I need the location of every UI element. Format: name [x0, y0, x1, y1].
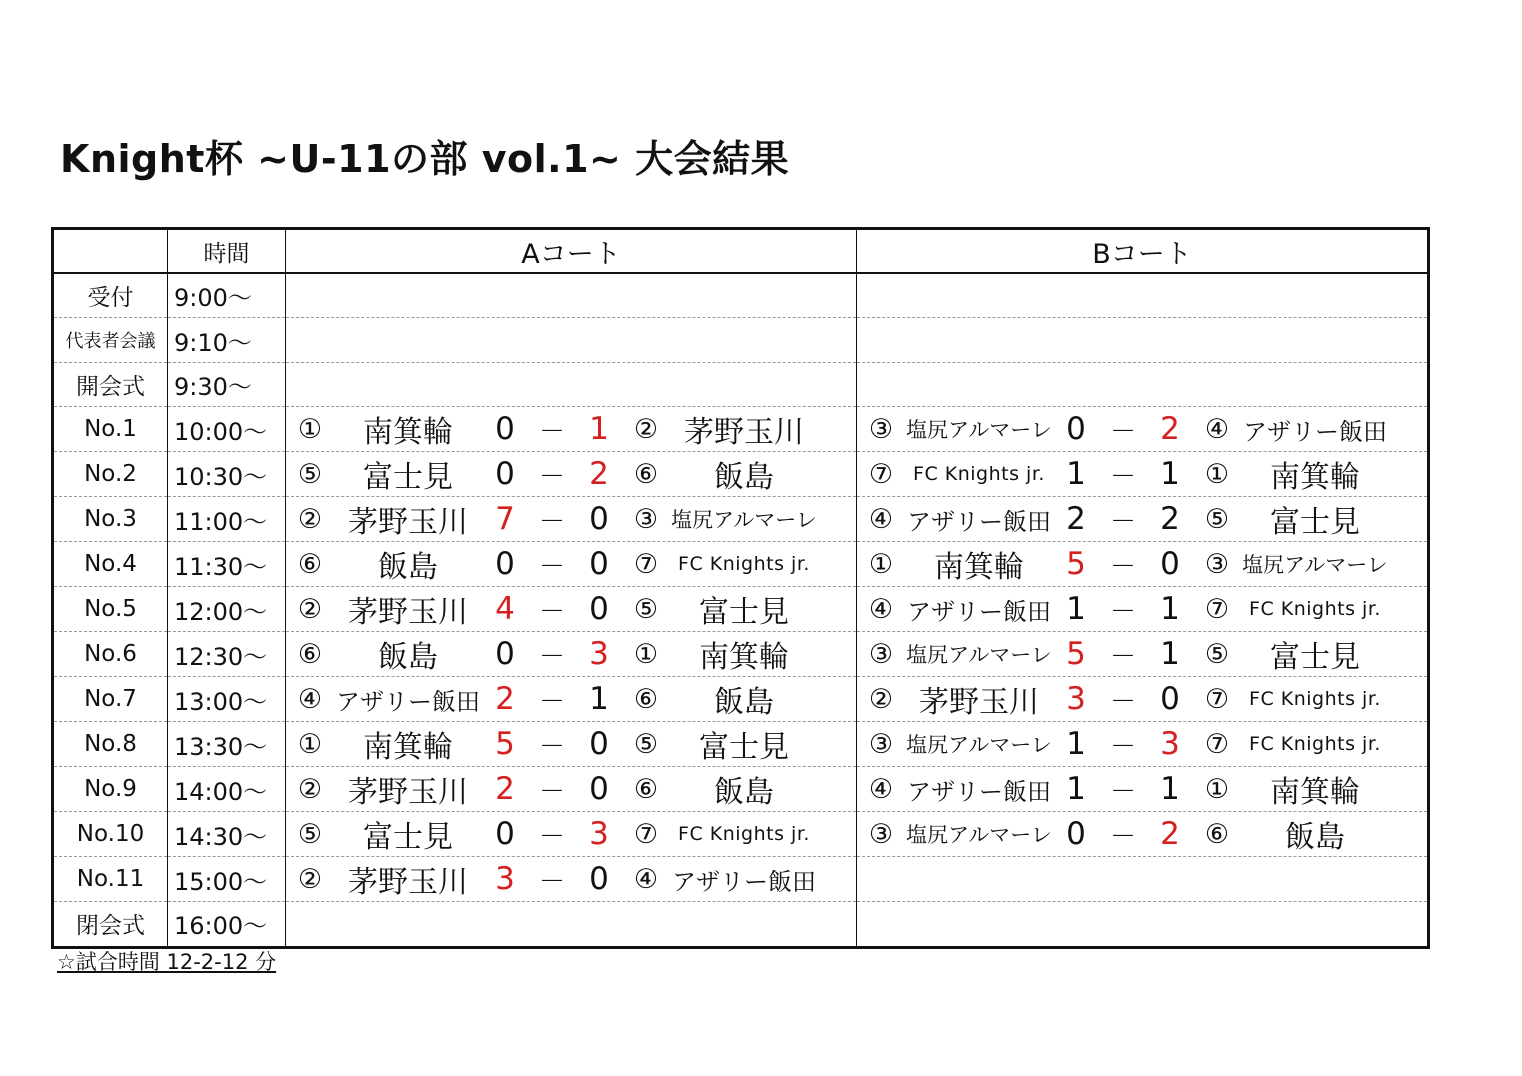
away-team-number: ⑤	[633, 593, 659, 625]
match	[857, 812, 1427, 856]
match	[286, 587, 856, 631]
match	[286, 677, 856, 721]
home-team-name: 塩尻アルマーレ	[906, 823, 1052, 848]
score-dash: －	[1109, 686, 1136, 717]
away-team-number: ⑥	[1204, 818, 1230, 850]
match	[857, 722, 1427, 766]
match-time: 11:30～	[168, 542, 286, 587]
home-score: 0	[495, 411, 515, 448]
away-team-number: ②	[633, 413, 659, 445]
event-row	[53, 318, 1429, 362]
score-dash: －	[538, 416, 565, 447]
match-time: 15:00～	[168, 857, 286, 902]
match-row	[53, 767, 1429, 812]
away-score: 1	[1160, 591, 1180, 628]
away-team-number: ⑤	[1204, 638, 1230, 670]
score-dash: －	[1109, 506, 1136, 537]
match-time: 10:00～	[168, 407, 286, 452]
away-team-name: アザリー飯田	[672, 867, 816, 896]
court-a-cell	[286, 452, 857, 497]
event-label: 代表者会議	[53, 318, 168, 362]
away-team-name: FC Knights jr.	[678, 823, 810, 846]
event-time: 9:00～	[168, 273, 286, 318]
court-a-cell	[286, 542, 857, 587]
home-score: 5	[1066, 546, 1086, 583]
score-dash: －	[538, 776, 565, 807]
home-team-number: ③	[868, 413, 894, 445]
match-time: 12:00～	[168, 587, 286, 632]
away-team-name: 富士見	[699, 730, 789, 766]
home-team-number: ②	[297, 773, 323, 805]
footnote: ☆試合時間 12-2-12 分	[57, 950, 277, 974]
court-b-cell	[857, 362, 1429, 406]
away-team-name: FC Knights jr.	[1249, 688, 1381, 711]
away-team-name: 南箕輪	[1270, 775, 1360, 811]
away-team-number: ⑥	[633, 773, 659, 805]
home-team-name: 飯島	[378, 550, 438, 586]
away-score: 3	[589, 816, 609, 853]
home-score: 2	[495, 681, 515, 718]
match-number: No.2	[53, 452, 168, 497]
home-team-number: ⑥	[297, 548, 323, 580]
court-a-cell	[286, 587, 857, 632]
match-time: 12:30～	[168, 632, 286, 677]
match	[857, 407, 1427, 451]
court-a-cell	[286, 857, 857, 902]
home-score: 0	[495, 636, 515, 673]
score-dash: －	[538, 866, 565, 897]
score-dash: －	[538, 551, 565, 582]
away-score: 1	[1160, 771, 1180, 808]
court-b-cell	[857, 542, 1429, 587]
away-score: 2	[1160, 411, 1180, 448]
court-b-cell	[857, 318, 1429, 362]
match-time: 10:30～	[168, 452, 286, 497]
home-team-number: ①	[297, 728, 323, 760]
match-number: No.8	[53, 722, 168, 767]
away-score: 0	[589, 591, 609, 628]
match-number: No.5	[53, 587, 168, 632]
home-team-number: ③	[868, 638, 894, 670]
court-b-cell	[857, 722, 1429, 767]
home-team-name: 飯島	[378, 640, 438, 676]
score-dash: －	[538, 686, 565, 717]
match	[286, 542, 856, 586]
away-team-name: 飯島	[1285, 820, 1345, 856]
header-court-b: Bコート	[857, 229, 1429, 274]
away-score: 0	[589, 726, 609, 763]
home-score: 5	[1066, 636, 1086, 673]
match	[857, 632, 1427, 676]
home-team-name: 富士見	[363, 460, 453, 496]
away-score: 2	[1160, 501, 1180, 538]
event-label: 受付	[53, 273, 168, 318]
match-row	[53, 587, 1429, 632]
match	[857, 497, 1427, 541]
home-team-number: ②	[868, 683, 894, 715]
home-score: 0	[1066, 816, 1086, 853]
match-time: 14:00～	[168, 767, 286, 812]
match	[286, 632, 856, 676]
away-team-number: ⑥	[633, 458, 659, 490]
match-number: No.7	[53, 677, 168, 722]
score-dash: －	[1109, 596, 1136, 627]
home-team-name: 塩尻アルマーレ	[906, 643, 1052, 668]
match	[286, 857, 856, 901]
court-a-cell	[286, 902, 857, 947]
home-team-number: ④	[868, 503, 894, 535]
match-number: No.6	[53, 632, 168, 677]
away-score: 2	[589, 456, 609, 493]
match-row	[53, 677, 1429, 722]
match-row	[53, 407, 1429, 452]
match-row	[53, 812, 1429, 857]
away-team-number: ⑥	[633, 683, 659, 715]
event-row	[53, 273, 1429, 318]
home-team-name: アザリー飯田	[336, 687, 480, 716]
away-team-name: 飯島	[714, 775, 774, 811]
away-team-name: 飯島	[714, 685, 774, 721]
home-team-name: 茅野玉川	[348, 595, 468, 631]
court-b-cell	[857, 812, 1429, 857]
away-score: 1	[589, 411, 609, 448]
match	[857, 767, 1427, 811]
home-score: 1	[1066, 591, 1086, 628]
match	[286, 407, 856, 451]
score-dash: －	[1109, 551, 1136, 582]
away-team-name: アザリー飯田	[1243, 417, 1387, 446]
match-number: No.11	[53, 857, 168, 902]
home-score: 1	[1066, 456, 1086, 493]
away-score: 1	[1160, 456, 1180, 493]
match-row	[53, 542, 1429, 587]
match-number: No.4	[53, 542, 168, 587]
home-team-number: ①	[868, 548, 894, 580]
match	[286, 452, 856, 496]
score-dash: －	[538, 821, 565, 852]
court-a-cell	[286, 632, 857, 677]
home-team-number: ⑥	[297, 638, 323, 670]
match-time: 13:00～	[168, 677, 286, 722]
away-score: 2	[1160, 816, 1180, 853]
away-score: 0	[589, 546, 609, 583]
home-team-name: 塩尻アルマーレ	[906, 733, 1052, 758]
away-team-number: ⑦	[633, 818, 659, 850]
away-team-number: ①	[633, 638, 659, 670]
header-time: 時間	[168, 229, 286, 274]
court-b-cell	[857, 452, 1429, 497]
home-team-name: アザリー飯田	[907, 597, 1051, 626]
event-time: 9:30～	[168, 362, 286, 406]
away-team-number: ①	[1204, 458, 1230, 490]
court-b-cell	[857, 587, 1429, 632]
home-team-name: 茅野玉川	[348, 505, 468, 541]
home-score: 4	[495, 591, 515, 628]
away-team-number: ⑦	[1204, 593, 1230, 625]
court-a-cell	[286, 497, 857, 542]
away-team-number: ④	[1204, 413, 1230, 445]
away-team-name: FC Knights jr.	[1249, 598, 1381, 621]
match	[857, 452, 1427, 496]
match	[286, 812, 856, 856]
away-team-name: 富士見	[699, 595, 789, 631]
event-label: 開会式	[53, 362, 168, 406]
home-team-name: 茅野玉川	[348, 865, 468, 901]
court-b-cell	[857, 677, 1429, 722]
match-row	[53, 632, 1429, 677]
home-score: 0	[1066, 411, 1086, 448]
court-a-cell	[286, 407, 857, 452]
court-b-cell	[857, 767, 1429, 812]
home-score: 0	[495, 816, 515, 853]
home-team-name: 茅野玉川	[348, 775, 468, 811]
court-b-cell	[857, 407, 1429, 452]
schedule-table	[51, 227, 1430, 949]
match-number: No.3	[53, 497, 168, 542]
header-blank	[53, 229, 168, 274]
score-dash: －	[1109, 641, 1136, 672]
match-row	[53, 857, 1429, 902]
away-team-number: ⑦	[1204, 683, 1230, 715]
home-team-number: ⑤	[297, 818, 323, 850]
court-a-cell	[286, 812, 857, 857]
home-team-name: 茅野玉川	[919, 685, 1039, 721]
score-dash: －	[1109, 821, 1136, 852]
score-dash: －	[538, 641, 565, 672]
court-a-cell	[286, 767, 857, 812]
home-team-name: 塩尻アルマーレ	[906, 418, 1052, 443]
home-team-number: ③	[868, 818, 894, 850]
away-team-name: FC Knights jr.	[1249, 733, 1381, 756]
score-dash: －	[538, 596, 565, 627]
score-dash: －	[538, 731, 565, 762]
home-team-number: ②	[297, 593, 323, 625]
home-team-name: アザリー飯田	[907, 507, 1051, 536]
home-team-number: ④	[297, 683, 323, 715]
away-score: 0	[1160, 546, 1180, 583]
away-team-name: 塩尻アルマーレ	[671, 508, 817, 533]
away-score: 3	[589, 636, 609, 673]
match-time: 14:30～	[168, 812, 286, 857]
score-dash: －	[1109, 731, 1136, 762]
match	[857, 542, 1427, 586]
header-row	[53, 229, 1429, 274]
away-score: 0	[589, 501, 609, 538]
home-team-number: ⑦	[868, 458, 894, 490]
home-team-name: 南箕輪	[363, 415, 453, 451]
court-a-cell	[286, 677, 857, 722]
away-team-number: ①	[1204, 773, 1230, 805]
court-b-cell	[857, 632, 1429, 677]
match	[286, 767, 856, 811]
away-team-name: 南箕輪	[1270, 460, 1360, 496]
event-row	[53, 902, 1429, 947]
home-team-number: ①	[297, 413, 323, 445]
court-b-cell	[857, 273, 1429, 318]
away-team-number: ⑤	[1204, 503, 1230, 535]
match-number: No.1	[53, 407, 168, 452]
home-team-number: ④	[868, 773, 894, 805]
court-b-cell	[857, 857, 1429, 902]
header-court-a: Aコート	[286, 229, 857, 274]
away-team-number: ③	[1204, 548, 1230, 580]
page-title: Knight杯 ~U-11の部 vol.1~ 大会結果	[60, 137, 790, 181]
court-b-cell	[857, 497, 1429, 542]
match	[857, 587, 1427, 631]
home-team-number: ②	[297, 503, 323, 535]
event-row	[53, 362, 1429, 406]
home-score: 7	[495, 501, 515, 538]
away-score: 3	[1160, 726, 1180, 763]
away-team-name: 飯島	[714, 460, 774, 496]
away-team-name: 富士見	[1270, 505, 1360, 541]
event-time: 9:10～	[168, 318, 286, 362]
home-score: 3	[1066, 681, 1086, 718]
home-score: 1	[1066, 726, 1086, 763]
court-a-cell	[286, 273, 857, 318]
home-team-name: 南箕輪	[363, 730, 453, 766]
home-score: 2	[1066, 501, 1086, 538]
away-team-name: 富士見	[1270, 640, 1360, 676]
away-score: 0	[589, 861, 609, 898]
home-score: 5	[495, 726, 515, 763]
match	[857, 677, 1427, 721]
home-score: 0	[495, 546, 515, 583]
away-score: 0	[589, 771, 609, 808]
match	[286, 722, 856, 766]
score-dash: －	[538, 506, 565, 537]
event-time: 16:00～	[168, 902, 286, 947]
home-team-name: 富士見	[363, 820, 453, 856]
court-a-cell	[286, 362, 857, 406]
score-dash: －	[1109, 776, 1136, 807]
score-dash: －	[1109, 416, 1136, 447]
home-team-number: ②	[297, 863, 323, 895]
away-team-number: ④	[633, 863, 659, 895]
away-team-number: ③	[633, 503, 659, 535]
away-team-name: 南箕輪	[699, 640, 789, 676]
match-row	[53, 497, 1429, 542]
away-score: 1	[589, 681, 609, 718]
away-score: 1	[1160, 636, 1180, 673]
match-time: 13:30～	[168, 722, 286, 767]
court-a-cell	[286, 318, 857, 362]
court-b-cell	[857, 902, 1429, 947]
away-team-number: ⑦	[633, 548, 659, 580]
home-team-number: ③	[868, 728, 894, 760]
match	[286, 497, 856, 541]
match-time: 11:00～	[168, 497, 286, 542]
score-dash: －	[538, 461, 565, 492]
score-dash: －	[1109, 461, 1136, 492]
home-team-number: ⑤	[297, 458, 323, 490]
home-score: 3	[495, 861, 515, 898]
home-team-name: 南箕輪	[934, 550, 1024, 586]
court-a-cell	[286, 722, 857, 767]
home-team-name: FC Knights jr.	[913, 463, 1045, 486]
away-team-name: FC Knights jr.	[678, 553, 810, 576]
home-score: 0	[495, 456, 515, 493]
schedule-body	[53, 229, 1429, 948]
match-number: No.9	[53, 767, 168, 812]
away-score: 0	[1160, 681, 1180, 718]
away-team-name: 塩尻アルマーレ	[1242, 553, 1388, 578]
home-score: 1	[1066, 771, 1086, 808]
match-row	[53, 452, 1429, 497]
event-label: 閉会式	[53, 902, 168, 947]
match-number: No.10	[53, 812, 168, 857]
away-team-number: ⑤	[633, 728, 659, 760]
match-row	[53, 722, 1429, 767]
home-score: 2	[495, 771, 515, 808]
away-team-name: 茅野玉川	[684, 415, 804, 451]
away-team-number: ⑦	[1204, 728, 1230, 760]
home-team-name: アザリー飯田	[907, 777, 1051, 806]
home-team-number: ④	[868, 593, 894, 625]
